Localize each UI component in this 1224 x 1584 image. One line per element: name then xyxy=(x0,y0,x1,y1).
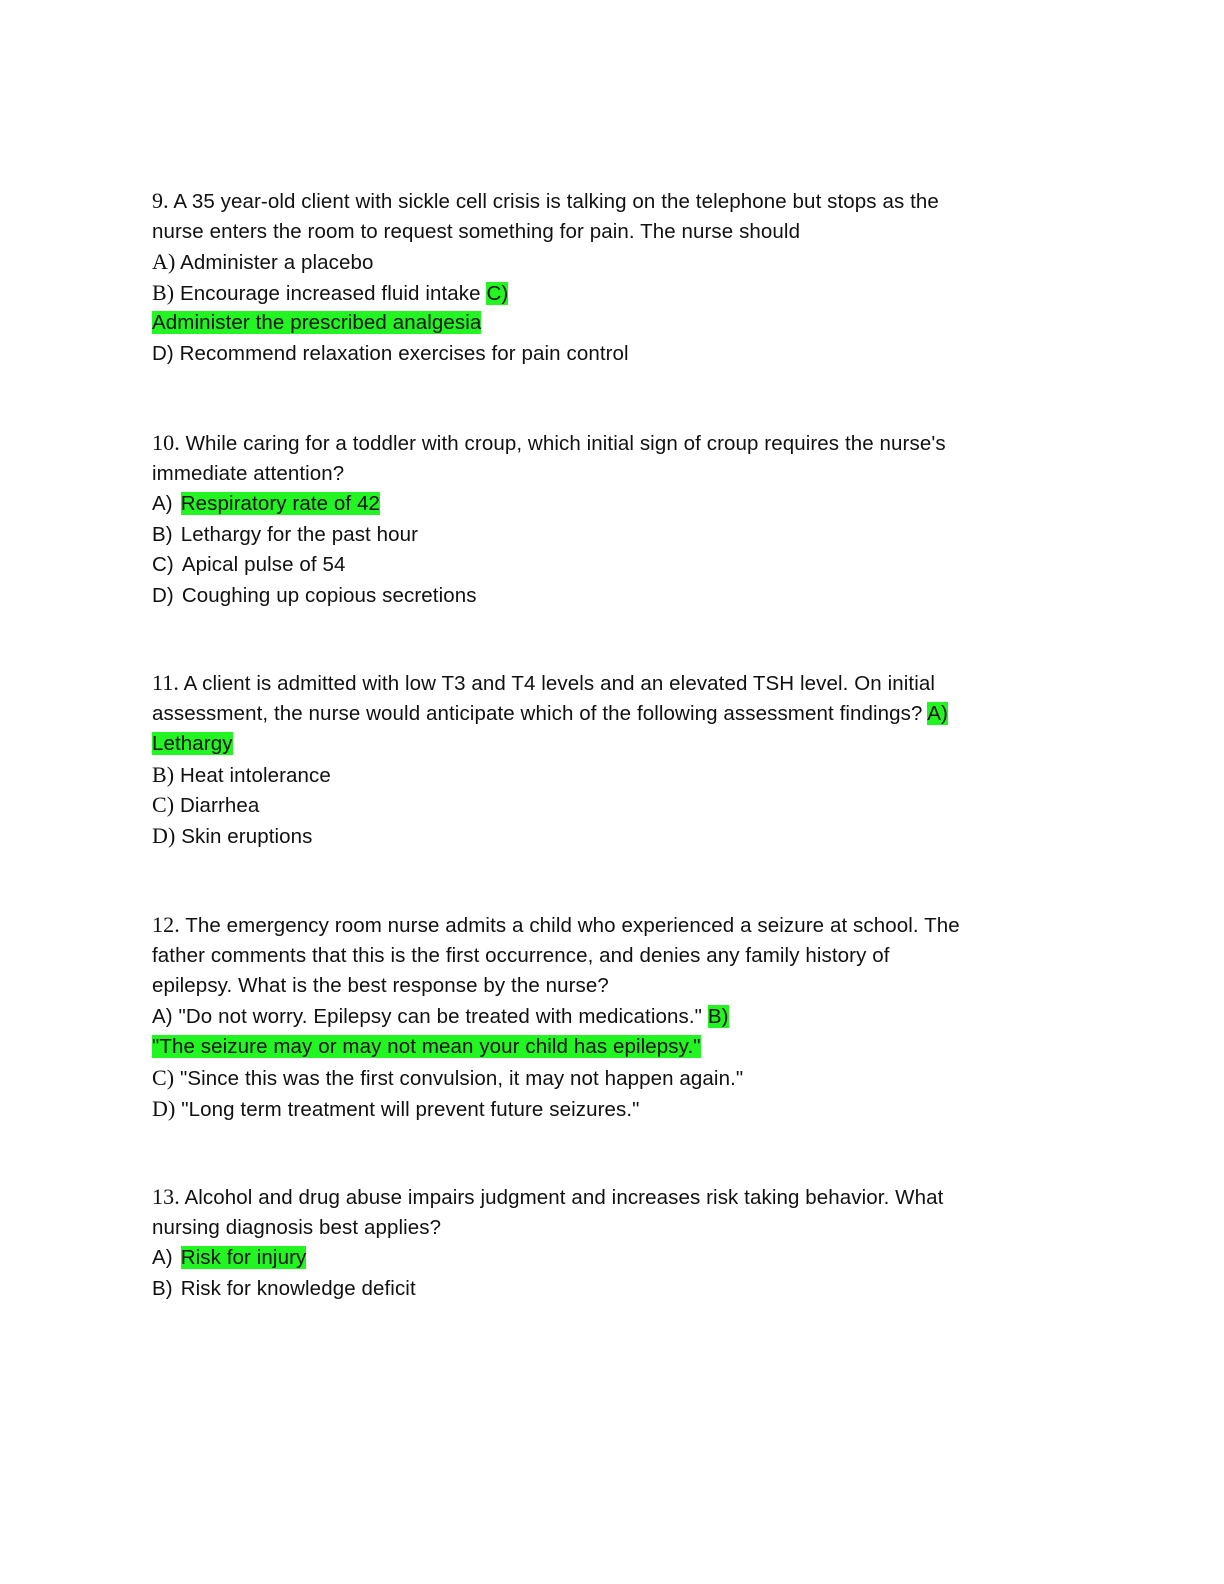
option-text: "Since this was the first convulsion, it may not happen again." xyxy=(180,1066,744,1090)
correct-option-text-highlight: Administer the prescribed analgesia xyxy=(152,311,482,335)
question-stem-text: Alcohol and drug abuse impairs judgment and increases risk taking behavior. What xyxy=(184,1186,944,1209)
option-text: Heat intolerance xyxy=(180,763,331,787)
question-stem-text: The emergency room nurse admits a child who experienced a seizure at school. The xyxy=(185,914,960,937)
option-text: Coughing up copious secretions xyxy=(181,583,477,607)
answer-option-a xyxy=(152,489,1032,520)
answer-option-b xyxy=(152,278,1032,309)
option-letter: C) xyxy=(152,553,174,577)
option-text: Administer a placebo xyxy=(180,251,374,275)
question-stem-line xyxy=(152,459,1032,490)
answer-option-b xyxy=(152,760,1032,791)
question-9 xyxy=(152,186,1032,370)
option-letter: B) xyxy=(152,761,175,787)
correct-option-text-highlight: Lethargy xyxy=(152,732,233,756)
answer-option-d xyxy=(152,581,1032,612)
question-10 xyxy=(152,428,1032,612)
option-text: Apical pulse of 54 xyxy=(181,553,346,577)
question-12 xyxy=(152,910,1032,1124)
answer-option-c xyxy=(152,550,1032,581)
question-number: 10. xyxy=(152,430,180,455)
correct-option-letter-highlight: A) xyxy=(927,701,948,725)
question-stem-line xyxy=(152,428,1032,459)
option-letter: C) xyxy=(152,1064,175,1090)
question-number: 13. xyxy=(152,1184,180,1209)
question-stem-text: A client is admitted with low T3 and T4 levels and an elevated TSH level. On initial xyxy=(183,672,936,695)
option-letter: B) xyxy=(152,1276,173,1300)
correct-option-text-highlight: Risk for injury xyxy=(180,1246,307,1270)
question-stem-text: assessment, the nurse would anticipate which of the following assessment findings? xyxy=(152,701,923,725)
option-letter: A) xyxy=(152,492,173,516)
option-text: Diarrhea xyxy=(180,794,260,818)
option-letter: A) xyxy=(152,249,176,275)
question-stem-text: nursing diagnosis best applies? xyxy=(152,1215,442,1239)
question-13 xyxy=(152,1182,1032,1304)
option-letter: B) xyxy=(152,279,175,305)
option-letter: A) xyxy=(152,1246,173,1270)
answer-option-a xyxy=(152,247,1032,278)
option-text: "Do not worry. Epilepsy can be treated with medications." xyxy=(178,1004,703,1028)
question-stem-line xyxy=(152,668,1032,699)
answer-option-b xyxy=(152,1032,1032,1063)
option-text: Lethargy for the past hour xyxy=(180,522,419,546)
answer-option-b xyxy=(152,520,1032,551)
option-letter: A) xyxy=(152,1004,173,1028)
option-letter: D) xyxy=(152,341,174,365)
correct-option-letter-highlight: C) xyxy=(486,281,509,305)
question-number: 9. xyxy=(152,188,169,213)
correct-option-text-highlight: "The seizure may or may not mean your child has epilepsy." xyxy=(152,1035,701,1059)
answer-option-d xyxy=(152,821,1032,852)
question-stem-line xyxy=(152,910,1032,941)
question-stem-text: A 35 year-old client with sickle cell crisis is talking on the telephone but stops as the xyxy=(173,190,939,213)
question-stem-line xyxy=(152,186,1032,217)
question-stem-text: immediate attention? xyxy=(152,461,345,485)
option-text: "Long term treatment will prevent future seizures." xyxy=(181,1097,640,1121)
answer-option-a xyxy=(152,1243,1032,1274)
question-stem-line xyxy=(152,941,1032,972)
question-stem-line xyxy=(152,1182,1032,1213)
option-text: Skin eruptions xyxy=(181,824,313,848)
question-stem-text: nurse enters the room to request something for pain. The nurse should xyxy=(152,219,801,243)
option-letter: D) xyxy=(152,583,174,607)
question-stem-line xyxy=(152,699,1032,730)
answer-option-c xyxy=(152,1063,1032,1094)
option-text: Recommend relaxation exercises for pain control xyxy=(179,341,629,365)
option-letter: D) xyxy=(152,822,176,848)
question-stem-line xyxy=(152,217,1032,248)
answer-option-c xyxy=(152,308,1032,339)
answer-option-d xyxy=(152,1094,1032,1125)
correct-option-text-highlight: Respiratory rate of 42 xyxy=(180,492,381,516)
option-text: Encourage increased fluid intake xyxy=(180,281,481,305)
question-stem-text: father comments that this is the first occurrence, and denies any family history of xyxy=(152,943,890,967)
answer-option-b xyxy=(152,1274,1032,1305)
question-stem-line xyxy=(152,1213,1032,1244)
answer-option-a xyxy=(152,1002,1032,1033)
question-number: 12. xyxy=(152,912,180,937)
answer-option-a xyxy=(152,729,1032,760)
option-letter: B) xyxy=(152,522,173,546)
question-stem-line xyxy=(152,971,1032,1002)
question-stem-text: epilepsy. What is the best response by the nurse? xyxy=(152,974,609,998)
answer-option-c xyxy=(152,790,1032,821)
question-stem-text: While caring for a toddler with croup, which initial sign of croup requires the nurse's xyxy=(185,432,946,455)
option-text: Risk for knowledge deficit xyxy=(180,1276,416,1300)
correct-option-letter-highlight: B) xyxy=(707,1004,729,1028)
option-letter: D) xyxy=(152,1095,176,1121)
question-11 xyxy=(152,668,1032,852)
question-number: 11. xyxy=(152,670,179,695)
answer-option-d xyxy=(152,339,1032,370)
option-letter: C) xyxy=(152,792,175,818)
